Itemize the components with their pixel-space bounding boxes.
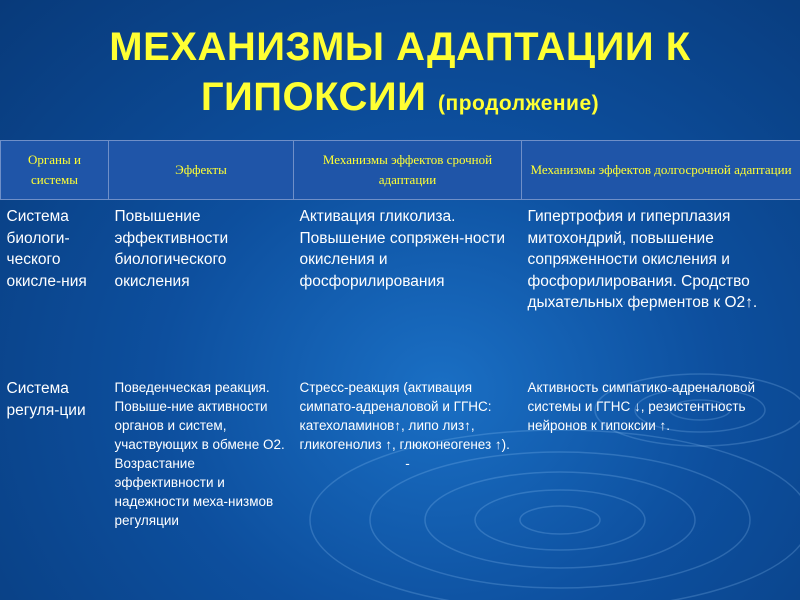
cell-effect: Повышение эффективности биологического окисления	[114, 208, 229, 290]
title-subtitle: (продолжение)	[438, 92, 600, 115]
cell-organ: Система биологи-ческого окисле-ния	[6, 208, 87, 290]
title-line-2	[0, 72, 800, 129]
table-header-row	[1, 141, 800, 200]
header-longterm: Механизмы эффектов долгосрочной адаптации	[522, 141, 800, 200]
table-row	[1, 200, 800, 375]
header-organs: Органы и системы	[1, 141, 109, 200]
cell-longterm: Активность симпатико-адреналовой системы и ГГНС ↓, резистентность нейронов к гипоксии ↑.	[527, 380, 755, 433]
cell-urgent-dash: -	[405, 456, 410, 471]
cell-urgent: Активация гликолиза. Повышение сопряжен-ности окисления и фосфорилирования	[299, 208, 506, 290]
header-urgent: Механизмы эффектов срочной адаптации	[294, 141, 522, 200]
slide-title	[0, 22, 800, 129]
cell-longterm: Гипертрофия и гиперплазия митохондрий, повышение сопряженности окисления и фосфорилирования. Сродство дыхательных ферментов к О2↑.	[527, 208, 758, 311]
cell-urgent	[294, 374, 522, 540]
adaptation-table	[0, 140, 800, 540]
title-main-word: ГИПОКСИИ	[200, 75, 427, 119]
table-row	[1, 374, 800, 540]
cell-organ: Система регуля-ции	[6, 380, 86, 419]
cell-effect: Поведенческая реакция. Повыше-ние активности органов и систем, участвующих в обмене О2. Возрастание эффективности и надежности меха-низмов регуляции	[114, 380, 285, 528]
header-effects: Эффекты	[109, 141, 294, 200]
cell-urgent-text: Стресс-реакция (активация симпато-адреналовой и ГГНС: катехоламинов↑, липо лиз↑, гликогенолиз ↑, глюконеогенез ↑).	[299, 380, 510, 452]
title-line-1: МЕХАНИЗМЫ АДАПТАЦИИ К	[109, 25, 691, 69]
